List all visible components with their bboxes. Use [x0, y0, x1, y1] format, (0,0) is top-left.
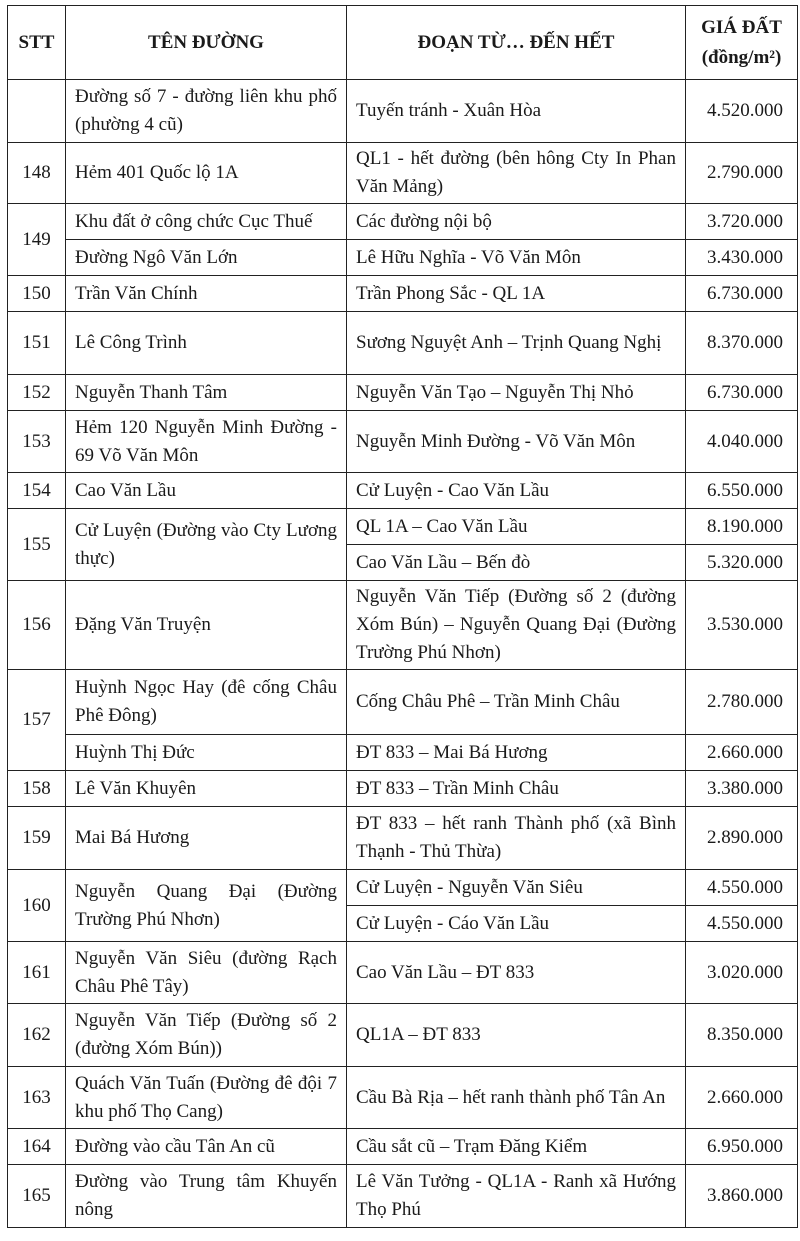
cell-price: 4.550.000 [686, 870, 798, 906]
cell-price: 8.350.000 [686, 1004, 798, 1067]
cell-stt: 160 [8, 870, 66, 942]
cell-price: 3.380.000 [686, 771, 798, 807]
cell-segment: Cầu sắt cũ – Trạm Đăng Kiểm [347, 1129, 686, 1165]
cell-price: 2.890.000 [686, 807, 798, 870]
cell-stt: 150 [8, 276, 66, 312]
table-row [8, 204, 798, 240]
cell-street-name: Đặng Văn Truyện [66, 581, 347, 670]
cell-segment: ĐT 833 – Trần Minh Châu [347, 771, 686, 807]
cell-stt: 155 [8, 509, 66, 581]
cell-segment: Nguyễn Minh Đường - Võ Văn Môn [347, 411, 686, 473]
table-row [8, 276, 798, 312]
header-price-title: GIÁ ĐẤT [701, 16, 782, 38]
cell-street-name: Nguyễn Văn Siêu (đường Rạch Châu Phê Tây) [66, 942, 347, 1004]
cell-street-name: Đường vào cầu Tân An cũ [66, 1129, 347, 1165]
table-row [8, 312, 798, 375]
table-row [8, 80, 798, 143]
cell-price: 4.040.000 [686, 411, 798, 473]
cell-stt: 157 [8, 670, 66, 771]
header-stt: STT [8, 6, 66, 80]
cell-street-name: Lê Văn Khuyên [66, 771, 347, 807]
table-row [8, 870, 798, 906]
table-row [8, 807, 798, 870]
cell-segment: QL1A – ĐT 833 [347, 1004, 686, 1067]
table-row [8, 509, 798, 545]
cell-stt: 153 [8, 411, 66, 473]
cell-street-name: Nguyễn Quang Đại (Đường Trường Phú Nhơn) [66, 870, 347, 942]
cell-price: 5.320.000 [686, 545, 798, 581]
header-price-unit: (đồng/m²) [701, 46, 782, 68]
table-row [8, 942, 798, 1004]
cell-stt: 162 [8, 1004, 66, 1067]
cell-street-name: Nguyễn Thanh Tâm [66, 375, 347, 411]
cell-stt: 165 [8, 1165, 66, 1228]
cell-price: 2.790.000 [686, 143, 798, 204]
table-row [8, 375, 798, 411]
cell-stt: 154 [8, 473, 66, 509]
cell-price: 3.020.000 [686, 942, 798, 1004]
cell-price: 3.530.000 [686, 581, 798, 670]
cell-segment: Các đường nội bộ [347, 204, 686, 240]
cell-segment: ĐT 833 – hết ranh Thành phố (xã Bình Thạnh - Thủ Thừa) [347, 807, 686, 870]
cell-price: 3.860.000 [686, 1165, 798, 1228]
cell-segment: ĐT 833 – Mai Bá Hương [347, 735, 686, 771]
cell-price: 3.430.000 [686, 240, 798, 276]
cell-stt: 149 [8, 204, 66, 276]
table-row [8, 771, 798, 807]
cell-street-name: Lê Công Trình [66, 312, 347, 375]
cell-segment: QL 1A – Cao Văn Lầu [347, 509, 686, 545]
cell-segment: Cống Châu Phê – Trần Minh Châu [347, 670, 686, 735]
cell-stt: 163 [8, 1067, 66, 1129]
cell-segment: Cao Văn Lầu – ĐT 833 [347, 942, 686, 1004]
cell-street-name: Huỳnh Ngọc Hay (đê cống Châu Phê Đông) [66, 670, 347, 735]
land-price-document [7, 5, 798, 1228]
cell-price: 6.730.000 [686, 375, 798, 411]
cell-price: 4.550.000 [686, 906, 798, 942]
cell-price: 8.190.000 [686, 509, 798, 545]
cell-price: 4.520.000 [686, 80, 798, 143]
table-header-row [8, 6, 798, 80]
table-row [8, 1129, 798, 1165]
cell-price: 2.780.000 [686, 670, 798, 735]
cell-stt: 156 [8, 581, 66, 670]
header-segment: ĐOẠN TỪ… ĐẾN HẾT [347, 6, 686, 80]
table-row [8, 1067, 798, 1129]
cell-segment: Nguyễn Văn Tạo – Nguyễn Thị Nhỏ [347, 375, 686, 411]
cell-stt: 159 [8, 807, 66, 870]
cell-street-name: Trần Văn Chính [66, 276, 347, 312]
header-land-price [686, 6, 798, 80]
cell-stt: 164 [8, 1129, 66, 1165]
cell-segment: Nguyễn Văn Tiếp (Đường số 2 (đường Xóm Bún) – Nguyễn Quang Đại (Đường Trường Phú Nhơn) [347, 581, 686, 670]
cell-price: 6.730.000 [686, 276, 798, 312]
cell-segment: Lê Văn Tưởng - QL1A - Ranh xã Hướng Thọ Phú [347, 1165, 686, 1228]
cell-price: 3.720.000 [686, 204, 798, 240]
cell-price: 2.660.000 [686, 1067, 798, 1129]
cell-street-name: Đường vào Trung tâm Khuyến nông [66, 1165, 347, 1228]
table-row [8, 240, 798, 276]
cell-segment: Trần Phong Sắc - QL 1A [347, 276, 686, 312]
land-price-table [7, 5, 798, 1228]
table-row [8, 670, 798, 735]
cell-price: 6.950.000 [686, 1129, 798, 1165]
cell-stt: 148 [8, 143, 66, 204]
table-row [8, 473, 798, 509]
table-row [8, 143, 798, 204]
table-row [8, 1165, 798, 1228]
cell-stt: 158 [8, 771, 66, 807]
cell-stt: 151 [8, 312, 66, 375]
cell-segment: Cao Văn Lầu – Bến đò [347, 545, 686, 581]
cell-street-name: Cử Luyện (Đường vào Cty Lương thực) [66, 509, 347, 581]
cell-price: 6.550.000 [686, 473, 798, 509]
table-row [8, 581, 798, 670]
cell-price: 8.370.000 [686, 312, 798, 375]
cell-stt: 152 [8, 375, 66, 411]
cell-segment: Lê Hữu Nghĩa - Võ Văn Môn [347, 240, 686, 276]
table-row [8, 411, 798, 473]
cell-street-name: Hẻm 401 Quốc lộ 1A [66, 143, 347, 204]
cell-street-name: Đường Ngô Văn Lớn [66, 240, 347, 276]
header-street-name: TÊN ĐƯỜNG [66, 6, 347, 80]
cell-price: 2.660.000 [686, 735, 798, 771]
cell-street-name: Quách Văn Tuấn (Đường đê đội 7 khu phố Thọ Cang) [66, 1067, 347, 1129]
cell-stt [8, 80, 66, 143]
table-row [8, 735, 798, 771]
cell-segment: Cử Luyện - Cáo Văn Lầu [347, 906, 686, 942]
cell-segment: QL1 - hết đường (bên hông Cty In Phan Văn Mảng) [347, 143, 686, 204]
cell-street-name: Đường số 7 - đường liên khu phố (phường 4 cũ) [66, 80, 347, 143]
cell-street-name: Huỳnh Thị Đức [66, 735, 347, 771]
cell-segment: Sương Nguyệt Anh – Trịnh Quang Nghị [347, 312, 686, 375]
cell-street-name: Mai Bá Hương [66, 807, 347, 870]
cell-street-name: Khu đất ở công chức Cục Thuế [66, 204, 347, 240]
cell-segment: Cử Luyện - Nguyễn Văn Siêu [347, 870, 686, 906]
cell-street-name: Nguyễn Văn Tiếp (Đường số 2 (đường Xóm Bún)) [66, 1004, 347, 1067]
cell-segment: Cầu Bà Rịa – hết ranh thành phố Tân An [347, 1067, 686, 1129]
cell-street-name: Cao Văn Lầu [66, 473, 347, 509]
cell-segment: Cử Luyện - Cao Văn Lầu [347, 473, 686, 509]
cell-stt: 161 [8, 942, 66, 1004]
cell-street-name: Hẻm 120 Nguyễn Minh Đường - 69 Võ Văn Môn [66, 411, 347, 473]
table-row [8, 1004, 798, 1067]
cell-segment: Tuyến tránh - Xuân Hòa [347, 80, 686, 143]
